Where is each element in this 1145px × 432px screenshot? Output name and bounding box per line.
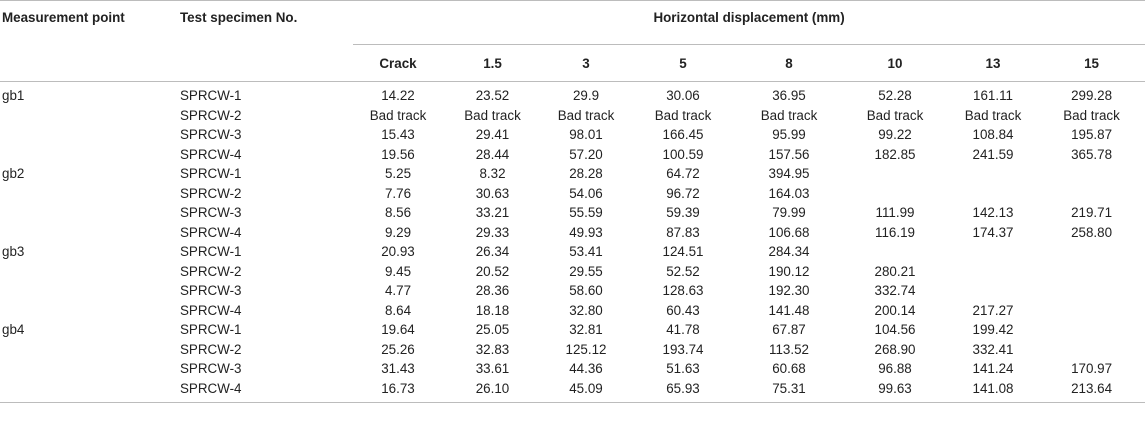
displacement-value-cell: Bad track	[1063, 107, 1120, 123]
displacement-value-cell: 219.71	[1071, 205, 1113, 220]
displacement-value-cell: 141.24	[972, 361, 1014, 376]
measurement-point-cell: gb2	[2, 166, 25, 181]
displacement-value-cell: 99.63	[842, 379, 948, 403]
displacement-value-cell: 164.03	[768, 185, 810, 201]
displacement-value-cell: 182.85	[874, 146, 916, 162]
table-body	[0, 82, 1145, 403]
displacement-value-cell: 58.60	[569, 283, 603, 298]
column-header: 15	[1084, 55, 1099, 71]
specimen-cell: SPRCW-3	[180, 205, 242, 220]
displacement-value-cell: 100.59	[662, 146, 704, 162]
table-row	[0, 184, 1145, 204]
measurement-point-cell: gb1	[2, 88, 25, 103]
table-row	[0, 281, 1145, 301]
displacement-value-cell: 8.32	[479, 166, 506, 181]
displacement-value-cell: 16.73	[353, 379, 443, 403]
displacement-value-cell: 332.41	[972, 341, 1014, 357]
displacement-value-cell: 57.20	[569, 146, 603, 162]
displacement-value-cell	[1038, 340, 1145, 360]
displacement-value-cell	[1038, 301, 1145, 321]
column-header: 10	[887, 55, 903, 71]
displacement-value-cell: 18.18	[475, 302, 510, 318]
displacement-value-cell: 51.63	[666, 361, 700, 376]
displacement-value-cell: 96.88	[878, 361, 912, 376]
measurement-point-cell	[0, 379, 176, 403]
displacement-value-cell: 141.48	[768, 302, 810, 318]
displacement-value-cell	[948, 184, 1038, 204]
displacement-value-cell: 161.11	[973, 88, 1013, 103]
displacement-value-cell: 170.97	[1071, 361, 1113, 376]
displacement-value-cell	[1038, 281, 1145, 301]
table-row	[0, 145, 1145, 165]
measurement-point-cell	[0, 125, 176, 145]
measurement-point-cell	[0, 262, 176, 282]
displacement-value-cell: 33.61	[475, 361, 510, 376]
displacement-value-cell: 30.06	[666, 88, 700, 103]
measurement-point-cell	[0, 340, 176, 360]
specimen-cell: SPRCW-4	[180, 224, 242, 240]
displacement-value-cell	[842, 184, 948, 204]
specimen-cell: SPRCW-2	[180, 263, 242, 279]
displacement-value-cell: 60.43	[666, 302, 700, 318]
measurement-point-cell	[0, 184, 176, 204]
displacement-value-cell: 157.56	[768, 146, 810, 162]
displacement-value-cell: 365.78	[1071, 146, 1113, 162]
displacement-value-cell: 45.09	[542, 379, 630, 403]
specimen-cell: SPRCW-2	[180, 185, 242, 201]
displacement-value-cell: 394.95	[768, 166, 810, 181]
displacement-value-cell: 55.59	[569, 205, 603, 220]
displacement-value-cell: 141.08	[948, 379, 1038, 403]
displacement-value-cell: 28.36	[475, 283, 510, 298]
displacement-value-cell: 65.93	[630, 379, 736, 403]
displacement-value-cell: 25.05	[475, 322, 510, 337]
specimen-cell: SPRCW-1	[180, 88, 242, 103]
displacement-value-cell: Bad track	[464, 107, 521, 123]
displacement-value-cell: 200.14	[874, 302, 916, 318]
displacement-value-cell: 53.41	[569, 244, 603, 259]
displacement-value-cell	[842, 242, 948, 262]
measurement-point-cell	[0, 145, 176, 165]
table-row	[0, 242, 1145, 262]
specimen-header: Test specimen No.	[176, 1, 353, 82]
specimen-cell: SPRCW-3	[180, 361, 242, 376]
column-header: 8	[785, 55, 793, 71]
displacement-value-cell: 15.43	[381, 127, 415, 142]
displacement-value-cell: 217.27	[972, 302, 1014, 318]
specimen-cell: SPRCW-4	[180, 146, 242, 162]
displacement-value-cell: 29.9	[572, 88, 600, 103]
displacement-value-cell: 128.63	[662, 283, 704, 298]
specimen-cell: SPRCW-3	[180, 127, 242, 142]
displacement-value-cell: 124.51	[662, 244, 704, 259]
displacement-value-cell: 87.83	[666, 224, 700, 240]
displacement-value-cell	[948, 262, 1038, 282]
table-row	[0, 340, 1145, 360]
displacement-value-cell: 67.87	[772, 322, 806, 337]
displacement-value-cell: 32.80	[569, 302, 603, 318]
displacement-value-cell: 8.64	[384, 302, 412, 318]
displacement-value-cell: 174.37	[972, 224, 1014, 240]
displacement-value-cell: 29.41	[475, 127, 510, 142]
displacement-value-cell: 26.10	[443, 379, 542, 403]
displacement-value-cell: 299.28	[1071, 88, 1113, 103]
column-header: 3	[582, 55, 590, 71]
horizontal-displacement-header: Horizontal displacement (mm)	[353, 1, 1145, 45]
displacement-value-cell: 284.34	[768, 244, 810, 259]
measurement-point-cell: gb3	[2, 244, 25, 259]
measurement-point-cell	[0, 359, 176, 379]
displacement-value-cell: 108.84	[972, 127, 1014, 142]
measurement-point-cell: gb4	[2, 322, 25, 337]
displacement-value-cell: 23.52	[475, 88, 510, 103]
displacement-value-cell: 213.64	[1038, 379, 1145, 403]
displacement-value-cell: 33.21	[475, 205, 510, 220]
displacement-value-cell: 4.77	[384, 283, 412, 298]
displacement-value-cell	[1038, 320, 1145, 340]
displacement-value-cell: 5.25	[384, 166, 412, 181]
displacement-value-cell: 60.68	[772, 361, 806, 376]
displacement-value-cell	[948, 242, 1038, 262]
displacement-value-cell: 41.78	[666, 322, 700, 337]
displacement-value-cell: 7.76	[384, 185, 412, 201]
specimen-cell: SPRCW-3	[180, 283, 242, 298]
displacement-value-cell: 29.33	[475, 224, 510, 240]
displacement-value-cell	[948, 281, 1038, 301]
displacement-value-cell: 116.19	[875, 224, 915, 240]
displacement-value-cell: 44.36	[569, 361, 603, 376]
table-row	[0, 106, 1145, 126]
displacement-value-cell: Bad track	[760, 107, 818, 123]
displacement-value-cell: 31.43	[381, 361, 415, 376]
column-header: 5	[679, 55, 687, 71]
displacement-value-cell: Bad track	[654, 107, 712, 123]
displacement-value-cell: 20.93	[381, 244, 415, 259]
measurement-point-cell	[0, 203, 176, 223]
displacement-value-cell: 111.99	[875, 205, 915, 220]
table-row	[0, 125, 1145, 145]
displacement-value-cell: 192.30	[768, 283, 810, 298]
displacement-value-cell: 104.56	[874, 322, 916, 337]
table-row	[0, 320, 1145, 340]
column-header: 1.5	[483, 55, 502, 71]
displacement-value-cell: 30.63	[475, 185, 510, 201]
displacement-value-cell	[1038, 184, 1145, 204]
measurement-point-cell	[0, 301, 176, 321]
table-row	[0, 203, 1145, 223]
displacement-value-cell: 113.52	[769, 341, 809, 357]
displacement-value-cell	[1038, 242, 1145, 262]
displacement-value-cell: 99.22	[878, 127, 912, 142]
table-row	[0, 379, 1145, 403]
specimen-cell: SPRCW-2	[180, 341, 242, 357]
displacement-value-cell: 8.56	[384, 205, 412, 220]
displacement-value-cell	[1038, 164, 1145, 184]
measurement-point-cell	[0, 281, 176, 301]
table-row	[0, 262, 1145, 282]
table-row	[0, 164, 1145, 184]
displacement-value-cell: 28.44	[475, 146, 510, 162]
measurement-point-header: Measurement point	[0, 1, 176, 82]
displacement-value-cell: 199.42	[972, 322, 1014, 337]
displacement-value-cell: 52.52	[666, 263, 700, 279]
displacement-value-cell: 98.01	[569, 127, 603, 142]
displacement-value-cell: 54.06	[569, 185, 603, 201]
displacement-value-cell: 29.55	[569, 263, 603, 279]
displacement-value-cell: Bad track	[866, 107, 924, 123]
specimen-cell: SPRCW-4	[180, 302, 242, 318]
displacement-value-cell: Bad track	[964, 107, 1022, 123]
specimen-cell: SPRCW-2	[180, 107, 242, 123]
displacement-value-cell: 106.68	[768, 224, 810, 240]
specimen-cell: SPRCW-1	[180, 322, 242, 337]
table-row	[0, 223, 1145, 243]
measurement-point-cell	[0, 106, 176, 126]
displacement-value-cell: 166.45	[662, 127, 704, 142]
displacement-value-cell: 32.81	[569, 322, 603, 337]
displacement-value-cell: 49.93	[569, 224, 603, 240]
displacement-value-cell: 14.22	[381, 88, 415, 103]
displacement-value-cell: 193.74	[662, 341, 704, 357]
displacement-value-cell: 9.29	[384, 224, 412, 240]
displacement-value-cell: Bad track	[557, 107, 615, 123]
displacement-value-cell: 195.87	[1071, 127, 1113, 142]
displacement-value-cell: 59.39	[666, 205, 700, 220]
displacement-value-cell: 190.12	[768, 263, 810, 279]
displacement-value-cell: 20.52	[475, 263, 510, 279]
displacement-value-cell: 26.34	[475, 244, 510, 259]
displacement-value-cell: 96.72	[666, 185, 700, 201]
displacement-value-cell: 64.72	[666, 166, 700, 181]
displacement-value-cell: 142.13	[972, 205, 1014, 220]
displacement-value-cell: 75.31	[736, 379, 842, 403]
displacement-value-cell	[842, 164, 948, 184]
displacement-value-cell: 25.26	[381, 341, 415, 357]
displacement-value-cell	[948, 164, 1038, 184]
displacement-value-cell: 19.56	[381, 146, 415, 162]
displacement-value-cell: 332.74	[874, 283, 916, 298]
displacement-value-cell: 95.99	[772, 127, 806, 142]
displacement-value-cell	[1038, 262, 1145, 282]
displacement-value-cell: 52.28	[878, 88, 912, 103]
measurement-point-cell	[0, 223, 176, 243]
displacement-value-cell: 258.80	[1071, 224, 1113, 240]
table-row	[0, 301, 1145, 321]
displacement-value-cell: 268.90	[874, 341, 916, 357]
displacement-value-cell: 32.83	[475, 341, 510, 357]
column-header: 13	[985, 55, 1001, 71]
displacement-value-cell: 125.12	[565, 341, 607, 357]
displacement-value-cell: 9.45	[384, 263, 412, 279]
displacement-value-cell: Bad track	[369, 107, 427, 123]
displacement-value-cell: 79.99	[772, 205, 806, 220]
table-row	[0, 359, 1145, 379]
column-header: Crack	[379, 55, 417, 71]
displacement-value-cell: 241.59	[972, 146, 1014, 162]
specimen-cell: SPRCW-1	[180, 244, 242, 259]
table-row	[0, 82, 1145, 106]
displacement-value-cell: 19.64	[381, 322, 415, 337]
specimen-cell: SPRCW-4	[176, 379, 353, 403]
displacement-value-cell: 28.28	[569, 166, 603, 181]
displacement-value-cell: 280.21	[874, 263, 916, 279]
displacement-value-cell: 36.95	[772, 88, 806, 103]
specimen-cell: SPRCW-1	[180, 166, 242, 181]
